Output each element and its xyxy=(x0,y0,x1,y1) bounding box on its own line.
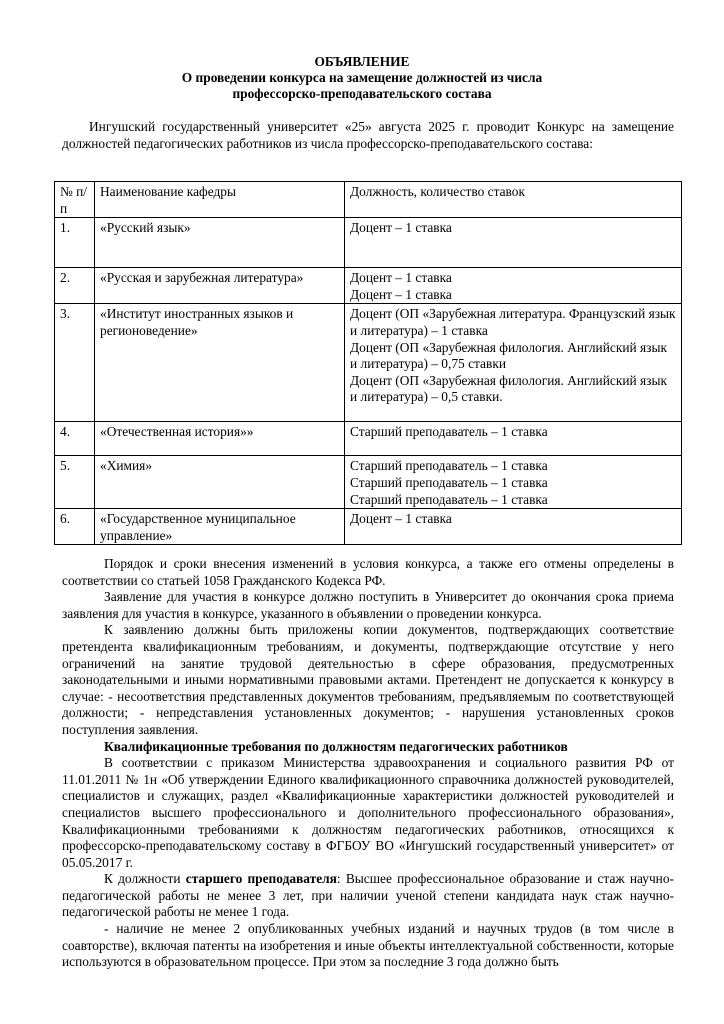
row-department: «Отечественная история»» xyxy=(95,422,345,456)
section-heading-qualifications: Квалификационные требования по должностям педагогических работников xyxy=(104,738,568,754)
announcement-subtitle-line2: профессорско-преподавательского состава xyxy=(232,86,492,101)
row-number: 4. xyxy=(55,422,95,456)
row-number: 1. xyxy=(55,218,95,268)
paragraph-contest-terms: Порядок и сроки внесения изменений в условия конкурса, а также его отмены определены в соответствии со статьей 1058 Гражданского Кодекса РФ. xyxy=(62,556,674,588)
row-position xyxy=(345,456,682,509)
row-department: «Русская и зарубежная литература» xyxy=(95,268,345,304)
row-number: 6. xyxy=(55,509,95,545)
senior-lecturer-prefix: К должности xyxy=(104,871,181,887)
paragraph-order-reference: В соответствии с приказом Министерства здравоохранения и социального развития РФ от 11.01.2011 № 1н «Об утверждении Единого квалификационного справочника должностей руководителей, специалистов и служащих, раздел «Квалификационные характеристики должностей руководителей и специалистов высшего профессионального и дополнительного профессионального образования», Квалификационными требованиями к должностям педагогических работников, относящихся к профессорско-преподавательскому составу в ФГБОУ ВО «Ингушский государственный университет» от 05.05.2017 г. xyxy=(62,755,674,870)
table-row xyxy=(55,456,682,509)
position-line: Доцент – 1 ставка xyxy=(350,286,452,302)
vacancies-table xyxy=(54,181,682,545)
table-row xyxy=(55,509,682,545)
row-position xyxy=(345,304,682,422)
paragraph-senior-lecturer xyxy=(62,871,674,921)
body-text xyxy=(62,556,674,971)
row-position xyxy=(345,218,682,268)
announcement-subtitle-line1: О проведении конкурса на замещение должностей из числа xyxy=(181,70,543,85)
header-department: Наименование кафедры xyxy=(95,182,345,218)
row-department: «Химия» xyxy=(95,456,345,509)
table-header-row xyxy=(55,182,682,218)
row-department: «Институт иностранных языков и регионоведение» xyxy=(95,304,345,422)
position-line: Доцент – 1 ставка xyxy=(350,511,452,527)
table-row xyxy=(55,218,682,268)
row-number: 5. xyxy=(55,456,95,509)
position-line: Старший преподаватель – 1 ставка xyxy=(350,474,548,490)
header-number: № п/п xyxy=(55,182,95,218)
senior-lecturer-title: старшего преподавателя xyxy=(185,871,337,887)
position-line: Старший преподаватель – 1 ставка xyxy=(350,424,548,440)
position-line: Доцент – 1 ставка xyxy=(350,220,452,236)
table-row xyxy=(55,422,682,456)
position-line: Доцент – 1 ставка xyxy=(350,270,452,286)
row-number: 2. xyxy=(55,268,95,304)
announcement-title: ОБЪЯВЛЕНИЕ xyxy=(314,54,410,69)
paragraph-application: Заявление для участия в конкурсе должно поступить в Университет до окончания срока приема заявления для участия в конкурсе, указанного в объявлении о проведении конкурса. xyxy=(62,589,674,621)
position-line: Старший преподаватель – 1 ставка xyxy=(350,491,548,507)
position-line: Старший преподаватель – 1 ставка xyxy=(350,458,548,474)
position-line: Доцент (ОП «Зарубежная филология. Английский язык и литература) – 0,5 ставки. xyxy=(350,372,667,405)
position-line: Доцент (ОП «Зарубежная филология. Английский язык и литература) – 0,75 ставки xyxy=(350,339,667,372)
row-position xyxy=(345,268,682,304)
paragraph-documents: К заявлению должны быть приложены копии документов, подтверждающих соответствие претендента квалификационным требованиям, и документы, подтверждающие отсутствие у него ограничений на занятие трудовой деятельностью в сфере образования, предусмотренных законодательными и иными нормативными правовыми актами. Претендент не допускается к конкурсу в случае: - несоответствия представленных документов требованиям, предъявляемым по соответствующей должности; - непредставления установленных документов; - нарушения установленных сроков поступления заявления. xyxy=(62,622,674,737)
row-department: «Русский язык» xyxy=(95,218,345,268)
table-row xyxy=(55,268,682,304)
row-position xyxy=(345,422,682,456)
paragraph-publications: - наличие не менее 2 опубликованных учебных изданий и научных трудов (в том числе в соавторстве), включая патенты на изобретения и иные объекты интеллектуальной собственности, которые используются в образовательном процессе. При этом за последние 3 года должно быть xyxy=(62,921,674,970)
row-department: «Государственное муниципальное управление» xyxy=(95,509,345,545)
intro-paragraph: Ингушский государственный университет «25» августа 2025 г. проводит Конкурс на замещение должностей педагогических работников из числа профессорско-преподавательского состава: xyxy=(62,119,674,151)
table-row xyxy=(55,304,682,422)
row-position xyxy=(345,509,682,545)
senior-lecturer-requirements: : Высшее профессиональное образование и стаж научно-педагогической работы не менее 3 лет, при наличии ученой степени кандидата наук стаж научно-педагогической работы не менее 1 года. xyxy=(62,871,675,920)
position-line: Доцент (ОП «Зарубежная литература. Французский язык и литература) – 1 ставка xyxy=(350,306,676,338)
header-position: Должность, количество ставок xyxy=(345,182,682,218)
row-number: 3. xyxy=(55,304,95,422)
